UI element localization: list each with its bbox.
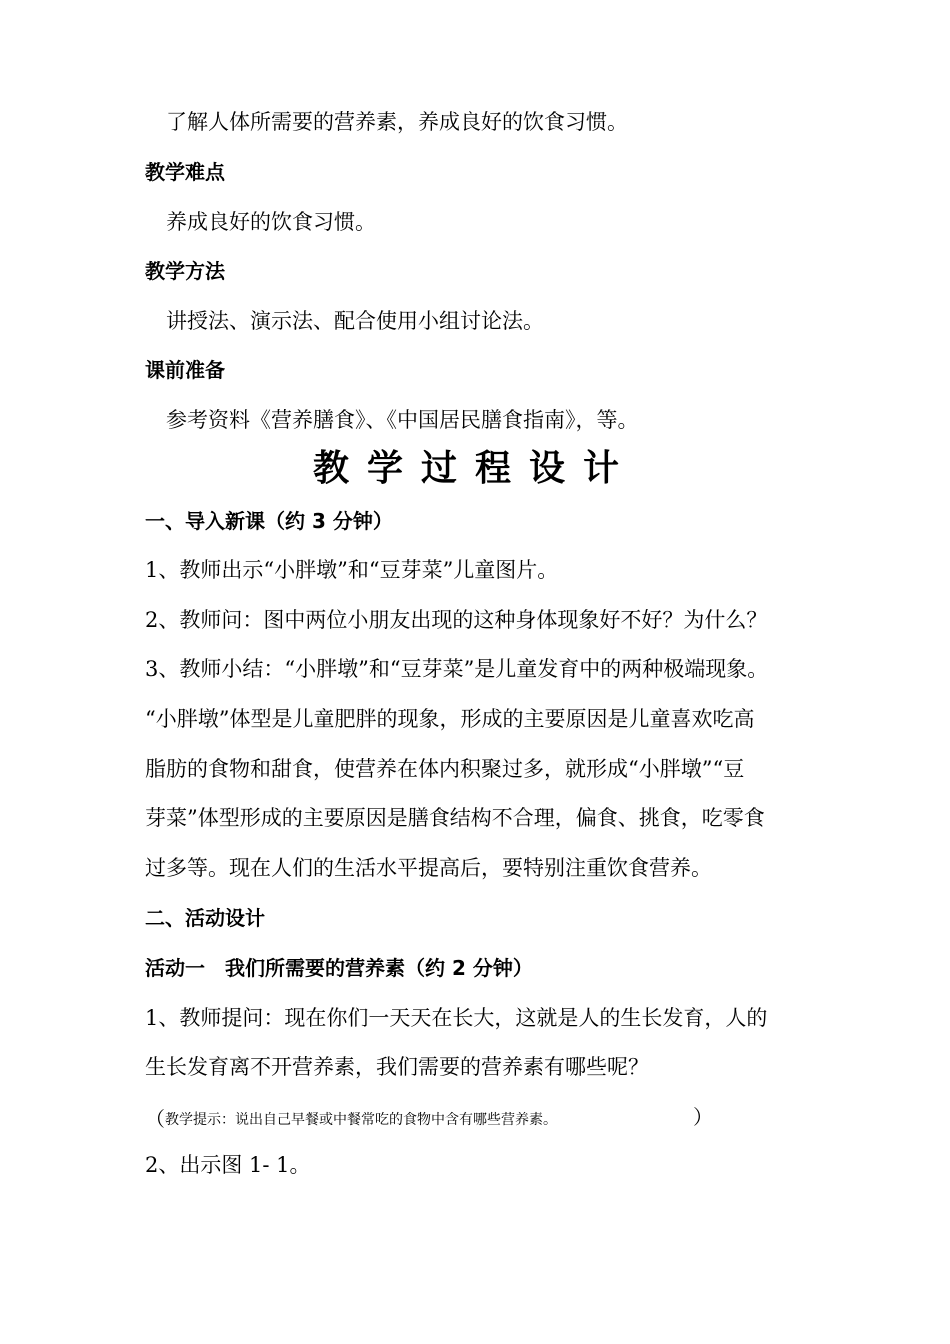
page-title: 教学过程设计 [312,448,637,489]
text-line: 芽菜”体型形成的主要原因是膳食结构不合理，偏食、挑食，吃零食 [145,806,765,830]
text-line: 讲授法、演示法、配合使用小组讨论法。 [166,309,544,333]
hint-close-paren: ） [693,1105,713,1129]
text-line: 过多等。现在人们的生活水平提高后，要特别注重饮食营养。 [145,856,712,880]
section-heading: 课前准备 [145,358,225,382]
hint-open-paren: （ [145,1107,165,1131]
section-heading: 教学难点 [145,160,225,184]
hint-text: 教学提示：说出自己早餐或中餐常吃的食物中含有哪些营养素。 [165,1112,557,1128]
text-line: 2、教师问：图中两位小朋友出现的这种身体现象好不好？为什么？ [145,608,768,632]
section-heading: 二、活动设计 [145,906,265,930]
text-line: 了解人体所需要的营养素，养成良好的饮食习惯。 [166,110,628,134]
text-line: 生长发育离不开营养素，我们需要的营养素有哪些呢？ [145,1055,649,1079]
text-line: 2、出示图 1- 1。 [145,1153,311,1177]
text-line: 脂肪的食物和甜食，使营养在体内积聚过多，就形成“小胖墩”“豆 [145,757,745,781]
text-line: 养成良好的饮食习惯。 [166,210,376,234]
text-line: 1、教师出示“小胖墩”和“豆芽菜”儿童图片。 [145,558,559,582]
section-heading: 一、导入新课（约 3 分钟） [145,509,393,533]
text-line: 3、教师小结：“小胖墩”和“豆芽菜”是儿童发育中的两种极端现象。 [145,657,769,681]
teaching-hint [145,1105,713,1131]
section-heading: 教学方法 [145,259,225,283]
text-line: “小胖墩”体型是儿童肥胖的现象，形成的主要原因是儿童喜欢吃高 [145,707,755,731]
text-line: 1、教师提问：现在你们一天天在长大，这就是人的生长发育，人的 [145,1006,768,1030]
activity-heading: 活动一 我们所需要的营养素（约 2 分钟） [145,956,533,980]
text-line: 参考资料《营养膳食》、《中国居民膳食指南》，等。 [166,408,639,432]
